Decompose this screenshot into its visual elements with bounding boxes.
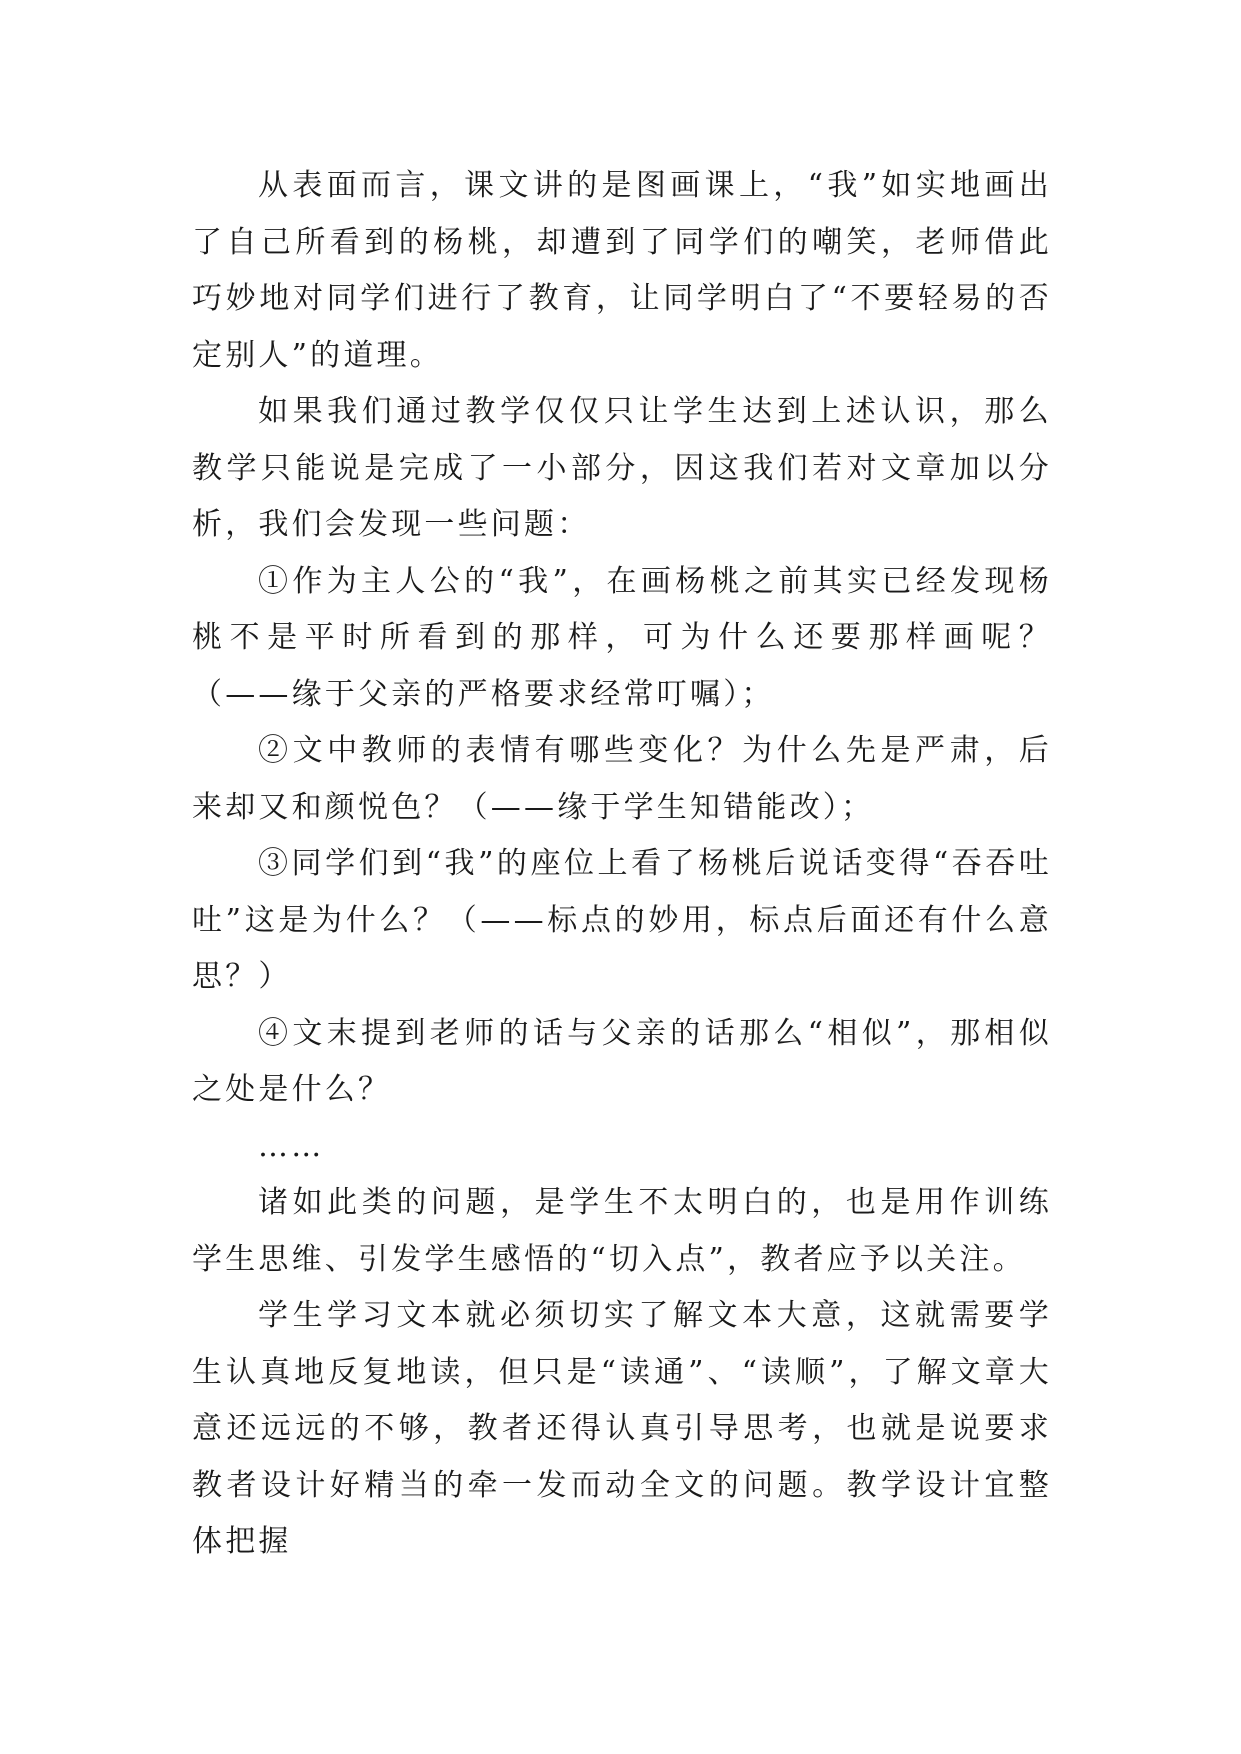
paragraph-entry-points: 诸如此类的问题，是学生不太明白的，也是用作训练学生思维、引发学生感悟的“切入点”，教者应予以关注。 — [192, 1185, 1052, 1277]
paragraph-problems-lead: 如果我们通过教学仅仅只让学生达到上述认识，那么教学只能说是完成了一小部分，因这我们若对文章加以分析，我们会发现一些问题： — [192, 394, 1052, 542]
paragraph-intro: 从表面而言，课文讲的是图画课上，“我”如实地画出了自己所看到的杨桃，却遭到了同学们的嘲笑，老师借此巧妙地对同学们进行了教育，让同学明白了“不要轻易的否定别人”的道理。 — [192, 168, 1052, 373]
paragraph-question-3: ③同学们到“我”的座位上看了杨桃后说话变得“吞吞吐吐”这是为什么？（——标点的妙用，标点后面还有什么意思？） — [192, 846, 1052, 994]
paragraph-question-2: ②文中教师的表情有哪些变化？为什么先是严肃，后来却又和颜悦色？（——缘于学生知错能改）； — [192, 733, 1052, 825]
paragraph-reading: 学生学习文本就必须切实了解文本大意，这就需要学生认真地反复地读，但只是“读通”、“读顺”，了解文章大意还远远的不够，教者还得认真引导思考，也就是说要求教者设计好精当的牵一发而动全文的问题。教学设计宜整体把握 — [192, 1298, 1052, 1559]
paragraph-question-4: ④文末提到老师的话与父亲的话那么“相似”，那相似之处是什么？ — [192, 1015, 1052, 1107]
paragraph-question-1: ①作为主人公的“我”，在画杨桃之前其实已经发现杨桃不是平时所看到的那样，可为什么还要那样画呢？（——缘于父亲的严格要求经常叮嘱）； — [192, 563, 1052, 712]
document-body — [192, 158, 1052, 1571]
paragraph-ellipsis: …… — [258, 1128, 325, 1164]
